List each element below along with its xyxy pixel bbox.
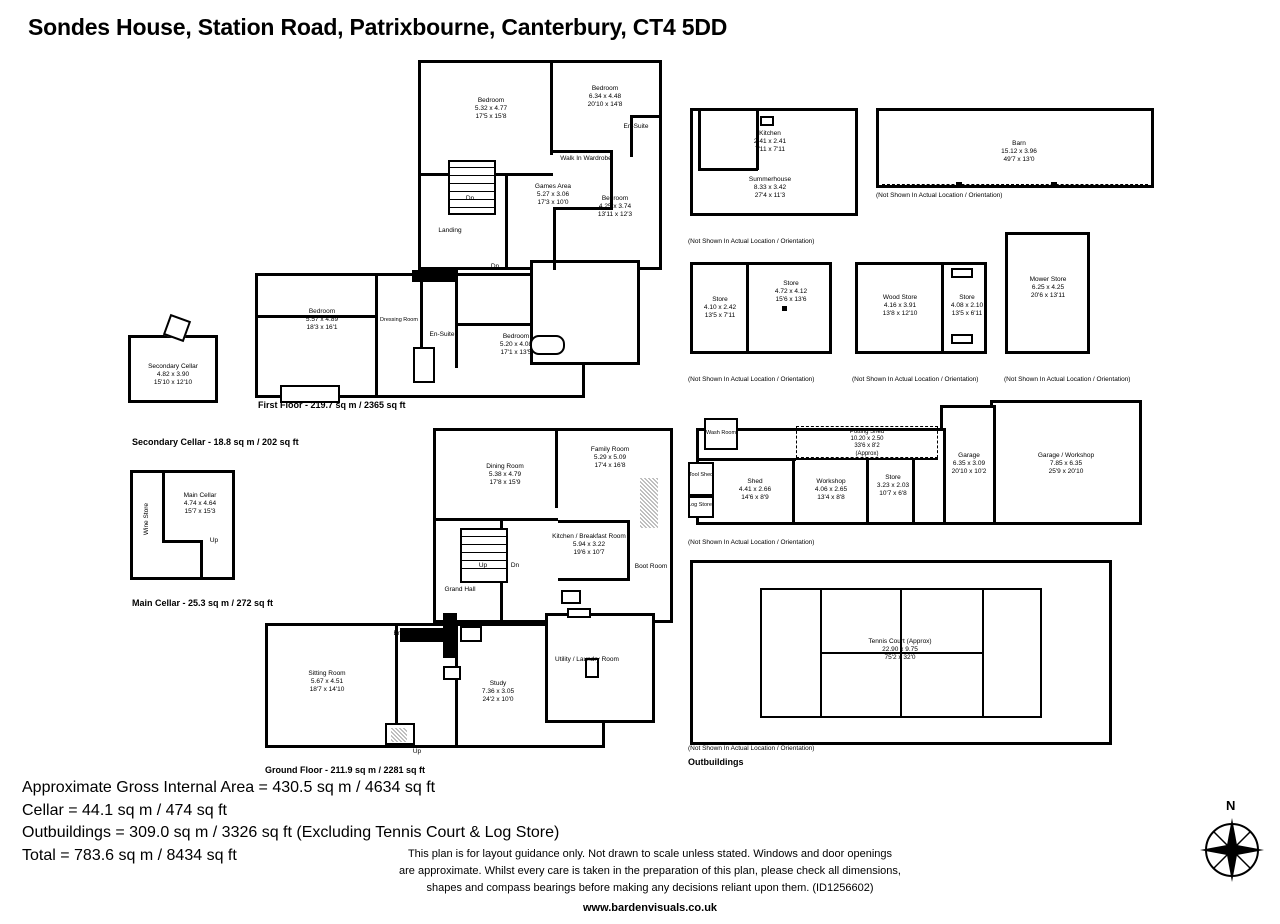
not-shown-note: (Not Shown In Actual Location / Orientation)	[688, 376, 815, 383]
room-label: Secondary Cellar 4.82 x 3.90 15'10 x 12'10	[148, 363, 198, 387]
room-label: Main Cellar 4.74 x 4.64 15'7 x 15'3	[183, 492, 217, 516]
wall-segment	[433, 518, 558, 521]
room-label: Bedroom 5.57 x 4.89 18'3 x 16'1	[305, 308, 339, 332]
stair-direction-label: Up	[412, 748, 422, 755]
summary-line-gross-internal-area: Approximate Gross Internal Area = 430.5 sq m / 4634 sq ft	[22, 779, 436, 796]
secondary-cellar-caption: Secondary Cellar - 18.8 sq m / 202 sq ft	[132, 437, 299, 447]
compass-rose	[1196, 800, 1268, 880]
room-label: Tennis Court (Approx) 22.90 x 9.75 75'2 x 32'0	[868, 638, 932, 662]
room-label: Potting Shed 10.20 x 2.50 33'6 x 8'2 (Approx)	[849, 429, 885, 457]
disclaimer-line-2: are approximate. Whilst every care is taken in the preparation of this plan, please check all dimensions,	[399, 865, 901, 877]
wall-segment	[162, 540, 202, 543]
wall-segment	[545, 648, 548, 723]
wall-segment	[696, 458, 796, 461]
stair-direction-label: Dn	[510, 562, 520, 569]
wall-segment	[550, 60, 553, 155]
barn-pier	[956, 182, 962, 188]
ground-floor-plan	[255, 418, 685, 763]
room-label: Kitchen 2.41 x 2.41 7'11 x 7'11	[753, 130, 787, 154]
room-label: Entrance Hall	[393, 630, 433, 637]
main-cellar-caption: Main Cellar - 25.3 sq m / 272 sq ft	[132, 598, 274, 608]
room-label: Grand Hall	[444, 586, 476, 593]
room-label: Store 4.72 x 4.12 15'6 x 13'6	[774, 280, 808, 304]
wall-segment	[627, 520, 630, 580]
room-label: Family Room 5.29 x 5.09 17'4 x 16'8	[590, 446, 630, 470]
wall-segment	[558, 578, 630, 581]
outbuilding-barn	[876, 108, 1156, 218]
stair-tread	[460, 560, 508, 561]
not-shown-note: (Not Shown In Actual Location / Orientation)	[688, 238, 815, 245]
room-label: Utility / Laundry Room	[555, 656, 619, 663]
bathroom-fitting	[460, 626, 482, 642]
stair-tread	[448, 207, 496, 208]
bathroom-fitting	[443, 666, 461, 680]
wall-segment	[458, 323, 530, 326]
not-shown-note: (Not Shown In Actual Location / Orientation)	[876, 192, 1003, 199]
not-shown-note: (Not Shown In Actual Location / Orientation)	[688, 745, 815, 752]
outbuilding-stores-left	[690, 262, 840, 372]
room-label: Walk In Wardrobe	[560, 155, 612, 162]
wall-segment	[200, 540, 203, 580]
room-label: Store 4.10 x 2.42 13'5 x 7'11	[703, 296, 737, 320]
stair-tread	[460, 544, 508, 545]
stair-direction-label: Up	[209, 537, 219, 544]
first-floor-caption: First Floor - 219.7 sq m / 2365 sq ft	[258, 400, 406, 410]
stair-tread	[460, 536, 508, 537]
wall-segment	[941, 262, 944, 354]
secondary-cellar-plan	[128, 335, 228, 425]
room-label: Sitting Room 5.67 x 4.51 18'7 x 14'10	[308, 670, 346, 694]
room-label: Wine Store	[142, 502, 150, 536]
website-link[interactable]: www.bardenvisuals.co.uk	[582, 902, 718, 914]
porch-step-hatch	[391, 728, 407, 742]
not-shown-note: (Not Shown In Actual Location / Orientation)	[688, 539, 815, 546]
barn-opening-dashed	[882, 184, 1148, 185]
room-label: Dining Room 5.38 x 4.79 17'8 x 15'9	[486, 463, 524, 487]
stair-direction-label: Up	[478, 562, 488, 569]
wall-segment	[375, 273, 378, 398]
page-title: Sondes House, Station Road, Patrixbourne, Canterbury, CT4 5DD	[28, 14, 728, 40]
fireplace-hatch	[640, 478, 658, 528]
not-shown-note: (Not Shown In Actual Location / Orientation)	[1004, 376, 1131, 383]
wall-segment	[553, 150, 613, 153]
outbuildings-caption: Outbuildings	[688, 757, 744, 767]
outbuilding-summerhouse	[690, 108, 860, 228]
outbuilding-wood-store	[855, 262, 995, 372]
room-label: Study 7.36 x 3.05 24'2 x 10'0	[481, 680, 515, 704]
window-symbol	[951, 334, 973, 344]
room-label: Kitchen / Breakfast Room 5.94 x 3.22 19'6 x 10'7	[552, 533, 626, 557]
room-label: Bedroom 4.25 x 3.74 13'11 x 12'3	[597, 195, 633, 219]
room-label: Bedroom 5.20 x 4.08 17'1 x 13'5	[499, 333, 533, 357]
room-label: Landing	[438, 227, 462, 234]
outbuilding-garage-complex	[688, 400, 1158, 540]
wall-segment	[555, 428, 558, 508]
room-label: Garage / Workshop 7.85 x 6.35 25'9 x 20'10	[1037, 452, 1095, 476]
kitchen-island	[561, 590, 581, 604]
ground-floor-right-extension	[545, 613, 655, 723]
room-label: Bedroom 5.32 x 4.77 17'5 x 15'8	[474, 97, 508, 121]
kitchen-unit	[760, 116, 774, 126]
stair-direction-label: Dn	[490, 263, 500, 270]
room-label: Summerhouse 8.33 x 3.42 27'4 x 11'3	[748, 176, 792, 200]
stair-direction-label: Dn	[465, 195, 475, 202]
wall-segment	[558, 520, 630, 523]
main-cellar-plan	[130, 470, 250, 590]
outbuilding-mower-store	[1005, 232, 1135, 372]
room-label: Garage 6.35 x 3.09 20'10 x 10'2	[951, 452, 987, 476]
room-label: Wash Room	[706, 430, 737, 436]
wall-segment	[630, 115, 662, 118]
wall-segment	[698, 168, 758, 171]
stair-tread	[448, 167, 496, 168]
room-label: En-Suite	[623, 123, 649, 130]
room-label: Boot Room	[634, 563, 668, 570]
summary-line-cellar: Cellar = 44.1 sq m / 474 sq ft	[22, 802, 227, 819]
wall-segment	[553, 210, 556, 270]
room-label: Tool Shed	[688, 472, 714, 478]
outbuilding-tennis-court	[690, 560, 1120, 750]
disclaimer-line-1: This plan is for layout guidance only. Not drawn to scale unless stated. Windows and door openings	[407, 848, 893, 860]
room-label: Mower Store 6.25 x 4.25 20'6 x 13'11	[1029, 276, 1067, 300]
wall-segment	[630, 115, 633, 157]
barn-pier	[1051, 182, 1057, 188]
stair-direction-label: Dn	[433, 270, 443, 277]
room-label: Workshop 4.06 x 2.65 13'4 x 8'8	[814, 478, 848, 502]
room-label: Barn 15.12 x 3.96 49'7 x 13'0	[1001, 140, 1037, 164]
room-label: Bedroom 6.34 x 4.48 20'10 x 14'8	[587, 85, 623, 109]
room-label: Log Store	[688, 502, 712, 508]
room-label: Store 3.23 x 2.03 10'7 x 6'8	[876, 474, 910, 498]
tool-shed-outline	[688, 462, 714, 496]
room-label: Games Area 5.27 x 3.06 17'3 x 10'0	[534, 183, 572, 207]
room-label: Store 4.08 x 2.10 13'5 x 6'11	[950, 294, 984, 318]
stair-tread	[448, 183, 496, 184]
disclaimer-line-3: shapes and compass bearings before making any decisions reliant upon them. (ID1256602)	[426, 882, 874, 894]
not-shown-note: (Not Shown In Actual Location / Orientation)	[852, 376, 979, 383]
room-label: En-Suite	[429, 331, 455, 338]
stair-tread	[460, 552, 508, 553]
kitchen-units	[567, 608, 591, 618]
summary-line-total: Total = 783.6 sq m / 8434 sq ft	[22, 847, 237, 864]
bathroom-fitting	[413, 347, 435, 383]
store-detail	[782, 306, 787, 311]
room-label: Shed 4.41 x 2.66 14'6 x 8'9	[738, 478, 772, 502]
wall-segment	[455, 273, 458, 368]
room-label: Wood Store 4.16 x 3.91 13'8 x 12'10	[882, 294, 918, 318]
stair-tread	[448, 191, 496, 192]
ground-floor-caption: Ground Floor - 211.9 sq m / 2281 sq ft	[265, 765, 426, 775]
summary-line-outbuildings: Outbuildings = 309.0 sq m / 3326 sq ft (Excluding Tennis Court & Log Store)	[22, 824, 560, 841]
wall-segment	[698, 108, 701, 170]
room-label: Dressing Room	[380, 317, 418, 323]
window-symbol	[951, 268, 973, 278]
stair-tread	[448, 175, 496, 176]
compass-north-label: N	[1226, 798, 1236, 813]
